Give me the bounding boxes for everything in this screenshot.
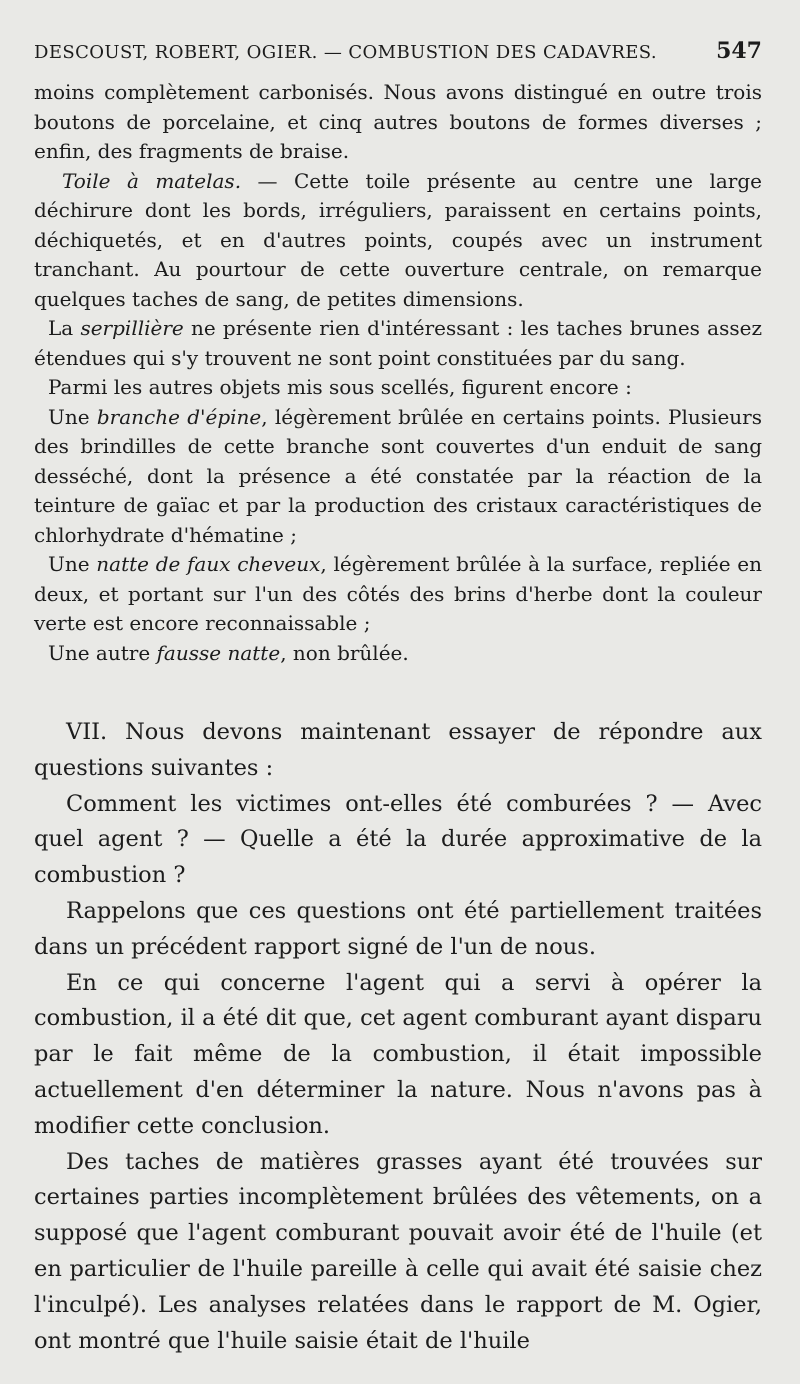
paragraph-questions: Comment les victimes ont-elles été comburées ? — Avec quel agent ? — Quelle a été la durée approximative de la combustion ? bbox=[34, 790, 762, 889]
large-print-section bbox=[34, 715, 762, 1359]
page-number: 547 bbox=[716, 38, 762, 64]
paragraph-fausse-natte: Une autre fausse natte, non brûlée. bbox=[48, 640, 409, 665]
running-header bbox=[34, 38, 762, 64]
running-title: DESCOUST, ROBERT, OGIER. — COMBUSTION DES CADAVRES. bbox=[34, 42, 658, 63]
paragraph-natte-faux-cheveux: Une natte de faux cheveux, légèrement brûlée à la surface, repliée en deux, et portant sur l'un des côtés des brins d'herbe dont la couleur verte est encore reconnaissable ; bbox=[34, 552, 762, 635]
paragraph-autres-objets: Parmi les autres objets mis sous scellés, figurent encore : bbox=[48, 375, 632, 399]
item-name-italic: branche d'épine bbox=[96, 404, 262, 429]
item-name-italic: fausse natte bbox=[156, 640, 281, 665]
paragraph-section-vii: VII. Nous devons maintenant essayer de répondre aux questions suivantes : bbox=[34, 719, 762, 781]
paragraph-branche-epine: Une branche d'épine, légèrement brûlée en certains points. Plusieurs des brindilles de cette branche sont couvertes d'un enduit de sang desséché, dont la présence a été constatée par la réaction de la teinture de gaïac et par la production des cristaux caractéristiques de chlorhydrate d'hématine ; bbox=[34, 404, 762, 547]
paragraph-toile-a-matelas: Toile à matelas. — Cette toile présente au centre une large déchirure dont les bords, irréguliers, paraissent en certains points, déchiquetés, et en d'autres points, coupés avec un instrument tranchant. Au pourtour de cette ouverture centrale, on remarque quelques taches de sang, de petites dimensions. bbox=[34, 168, 762, 311]
paragraph-buttons: moins complètement carbonisés. Nous avons distingué en outre trois boutons de porcelaine, et cinq autres boutons de formes diverses ; enfin, des fragments de braise. bbox=[34, 80, 762, 163]
item-name-italic: natte de faux cheveux bbox=[96, 552, 321, 576]
item-name-italic: Toile à matelas. bbox=[62, 168, 242, 193]
paragraph-serpilliere: La serpillière ne présente rien d'intéressant : les taches brunes assez étendues qui s'y trouvent ne sont point constituées par du sang. bbox=[34, 316, 762, 370]
paragraph-matieres-grasses: Des taches de matières grasses ayant été trouvées sur certaines parties incomplètement brûlées des vêtements, on a supposé que l'agent comburant pouvait avoir été de l'huile (et en particulier de l'huile pareille à celle qui avait été saisie chez l'inculpé). Les analyses relatées dans le rapport de M. Ogier, ont montré que l'huile saisie était de l'huile bbox=[34, 1148, 762, 1354]
item-name-italic: serpillière bbox=[80, 316, 184, 340]
paragraph-rappel: Rappelons que ces questions ont été partiellement traitées dans un précédent rapport signé de l'un de nous. bbox=[34, 897, 762, 960]
paragraph-agent-combustion: En ce qui concerne l'agent qui a servi à opérer la combustion, il a été dit que, cet agent comburant ayant disparu par le fait même de la combustion, il était impossible actuellement d'en déterminer la nature. Nous n'avons pas à modifier cette conclusion. bbox=[34, 969, 762, 1139]
small-print-section bbox=[34, 78, 762, 668]
